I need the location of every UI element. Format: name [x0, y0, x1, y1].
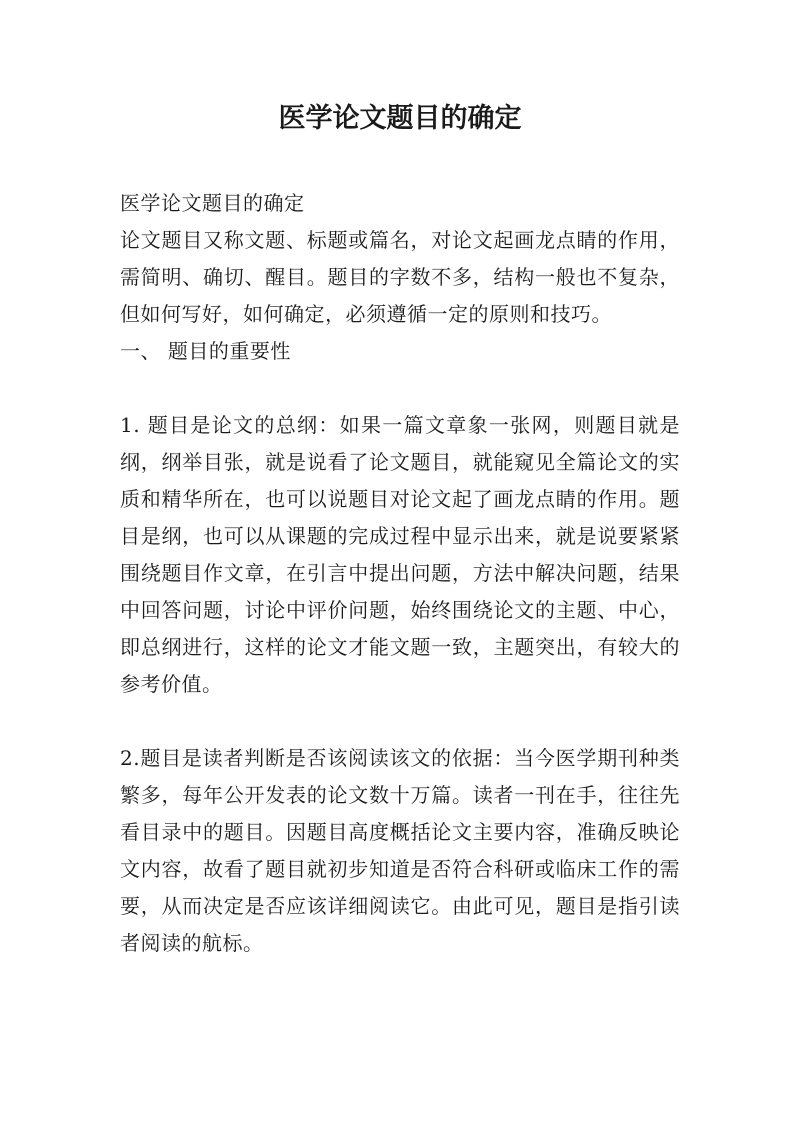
- paragraph-gap: [120, 703, 680, 740]
- subtitle-line: 医学论文题目的确定: [120, 191, 305, 215]
- paragraph-2: 2.题目是读者判断是否该阅读该文的依据：当今医学期刊种类繁多，每年公开发表的论文数十万篇。读者一刊在手，往往先看目录中的题目。因题目高度概括论文主要内容，准确反映论文内容，故看了题目就初步知道是否符合科研或临床工作的需要，从而决定是否应该详细阅读它。由此可见，题目是指引读者阅读的航标。: [120, 746, 680, 955]
- paragraph-1: 1. 题目是论文的总纲：如果一篇文章象一张网，则题目就是纲，纲举目张，就是说看了论文题目，就能窥见全篇论文的实质和精华所在，也可以说题目对论文起了画龙点睛的作用。题目是纲，也可以从课题的完成过程中显示出来，就是说要紧紧围绕题目作文章，在引言中提出问题，方法中解决问题，结果中回答问题，讨论中评价问题，始终围绕论文的主题、中心，即总纲进行，这样的论文才能文题一致，主题突出，有较大的参考价值。: [120, 413, 680, 696]
- document-body: [120, 185, 680, 962]
- paragraph-gap: [120, 370, 680, 407]
- document-title: 医学论文题目的确定: [278, 103, 522, 134]
- intro-paragraph: 论文题目又称文题、标题或篇名，对论文起画龙点睛的作用，需简明、确切、醒目。题目的字数不多，结构一般也不复杂，但如何写好，如何确定，必须遵循一定的原则和技巧。: [120, 228, 680, 326]
- section-heading: 一、 题目的重要性: [120, 339, 291, 363]
